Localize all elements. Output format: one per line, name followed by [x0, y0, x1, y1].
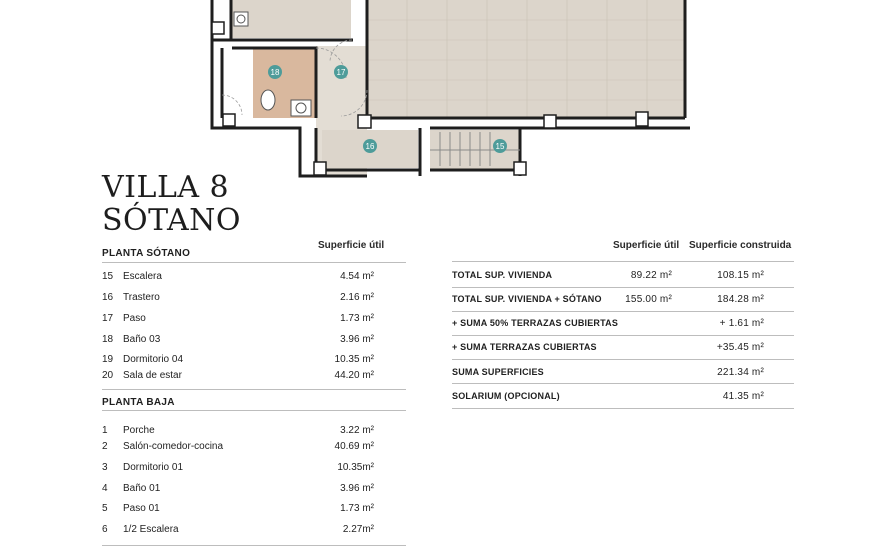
divider — [452, 311, 794, 312]
summary-row — [452, 367, 764, 381]
section-title-sotano: PLANTA SÓTANO — [102, 248, 191, 259]
table-row — [102, 292, 374, 306]
row-name: Baño 03 — [123, 334, 161, 345]
row-value: 2.16 m² — [340, 292, 374, 303]
divider — [102, 389, 406, 390]
row-name: Sala de estar — [123, 370, 182, 381]
table-row — [102, 503, 374, 517]
room-badge-16 — [363, 139, 377, 153]
summary-construida: +35.45 m² — [716, 342, 764, 353]
row-name: Paso 01 — [123, 503, 160, 514]
col-header-util: Superficie útil — [613, 240, 680, 251]
row-name: 1/2 Escalera — [123, 524, 179, 535]
summary-label: + SUMA TERRAZAS CUBIERTAS — [452, 342, 597, 352]
summary-construida: 41.35 m² — [722, 391, 764, 402]
summary-row — [452, 270, 764, 284]
row-number: 19 — [102, 354, 114, 365]
divider — [102, 262, 406, 263]
table-row — [102, 462, 374, 476]
row-number: 16 — [102, 292, 114, 303]
row-value: 40.69 m² — [334, 441, 374, 452]
row-name: Salón-comedor-cocina — [123, 441, 224, 452]
floor-plan — [0, 0, 870, 180]
row-value: 44.20 m² — [334, 370, 374, 381]
summary-construida: 108.15 m² — [717, 270, 764, 281]
summary-label: SUMA SUPERFICIES — [452, 367, 544, 377]
row-number: 1 — [102, 425, 108, 436]
table-row — [102, 441, 374, 455]
row-number: 17 — [102, 313, 114, 324]
row-number: 3 — [102, 462, 108, 473]
summary-row — [452, 342, 764, 356]
divider — [102, 545, 406, 546]
row-name: Paso — [123, 313, 146, 324]
row-value: 3.96 m² — [340, 483, 374, 494]
toilet-icon — [261, 90, 275, 110]
row-name: Porche — [123, 425, 155, 436]
row-value: 2.27m² — [342, 524, 374, 535]
room-badge-label: 17 — [336, 68, 346, 77]
summary-label: SOLARIUM (OPCIONAL) — [452, 391, 560, 401]
divider — [452, 261, 794, 262]
villa-title: VILLA 8 — [102, 170, 230, 205]
summary-construida: 184.28 m² — [717, 294, 764, 305]
row-value: 10.35m² — [337, 462, 374, 473]
summary-row — [452, 318, 764, 332]
row-number: 4 — [102, 483, 108, 494]
row-name: Dormitorio 04 — [123, 354, 184, 365]
table-row — [102, 354, 374, 368]
row-value: 10.35 m² — [334, 354, 374, 365]
row-name: Dormitorio 01 — [123, 462, 184, 473]
summary-util: 155.00 m² — [625, 294, 672, 305]
table-row — [102, 370, 374, 384]
upper-left-room-floor — [231, 0, 351, 38]
row-name: Trastero — [123, 292, 160, 303]
row-value: 3.22 m² — [340, 425, 374, 436]
table-row — [102, 483, 374, 497]
room-badge-label: 18 — [270, 68, 280, 77]
table-row — [102, 334, 374, 348]
divider — [452, 408, 794, 409]
row-number: 15 — [102, 271, 114, 282]
summary-row — [452, 294, 764, 308]
row-number: 5 — [102, 503, 108, 514]
room-badge-18 — [268, 65, 282, 79]
summary-label: TOTAL SUP. VIVIENDA + SÓTANO — [452, 294, 602, 304]
row-name: Baño 01 — [123, 483, 161, 494]
divider — [452, 359, 794, 360]
row-number: 6 — [102, 524, 108, 535]
floor-title: SÓTANO — [102, 203, 242, 238]
sala-de-estar-floor — [367, 0, 685, 118]
row-number: 18 — [102, 334, 114, 345]
table-row — [102, 425, 374, 439]
row-number: 20 — [102, 370, 114, 381]
table-row — [102, 524, 374, 538]
row-value: 4.54 m² — [340, 271, 374, 282]
left-column-header: Superficie útil — [318, 240, 385, 251]
summary-label: TOTAL SUP. VIVIENDA — [452, 270, 553, 280]
summary-row — [452, 391, 764, 405]
row-number: 2 — [102, 441, 108, 452]
row-value: 3.96 m² — [340, 334, 374, 345]
table-row — [102, 271, 374, 285]
summary-construida: + 1.61 m² — [719, 318, 764, 329]
row-value: 1.73 m² — [340, 313, 374, 324]
divider — [102, 410, 406, 411]
row-name: Escalera — [123, 271, 162, 282]
col-header-construida: Superficie construida — [689, 240, 792, 251]
divider — [452, 383, 794, 384]
summary-util: 89.22 m² — [630, 270, 672, 281]
table-row — [102, 313, 374, 327]
room-badge-17 — [334, 65, 348, 79]
room-badge-15 — [493, 139, 507, 153]
section-title-baja: PLANTA BAJA — [102, 397, 175, 408]
row-value: 1.73 m² — [340, 503, 374, 514]
divider — [452, 335, 794, 336]
summary-label: + SUMA 50% TERRAZAS CUBIERTAS — [452, 318, 619, 328]
room-badge-label: 15 — [495, 142, 505, 151]
divider — [452, 287, 794, 288]
summary-construida: 221.34 m² — [717, 367, 764, 378]
room-badge-label: 16 — [365, 142, 375, 151]
